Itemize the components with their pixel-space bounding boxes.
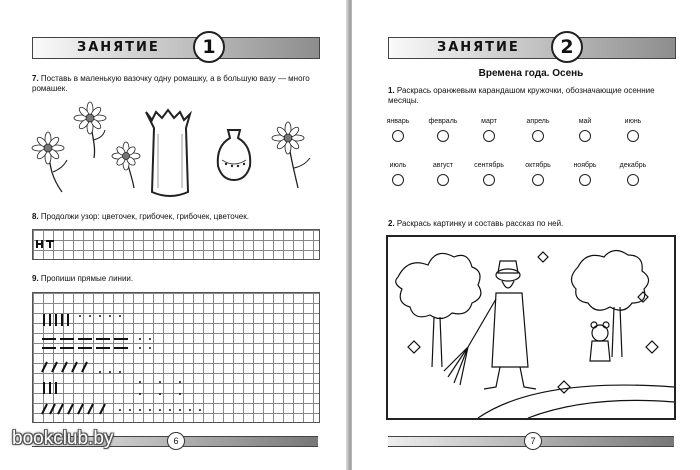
- month-label: апрель: [526, 118, 550, 125]
- watermark: bookclub.by: [12, 428, 114, 449]
- month-circle[interactable]: [532, 174, 544, 186]
- tall-vase-icon: [146, 110, 190, 196]
- month-circle[interactable]: [437, 130, 449, 142]
- pattern-grid[interactable]: [32, 229, 320, 260]
- daisy-icon: [272, 122, 310, 188]
- page-number: 6: [167, 432, 185, 450]
- month-circle[interactable]: [483, 174, 495, 186]
- month-label: май: [578, 118, 592, 125]
- autumn-scene-illustration[interactable]: [386, 235, 676, 420]
- daisy-icon: [32, 132, 67, 192]
- lesson-number: 1: [193, 31, 225, 63]
- month-circle[interactable]: [579, 130, 591, 142]
- pattern-sample-icon: [35, 236, 55, 252]
- month-label: июль: [389, 162, 407, 169]
- task-text: Продолжи узор: цветочек, грибочек, грибочек, цветочек.: [40, 212, 249, 221]
- task-number: 2.: [388, 219, 395, 228]
- month-circle[interactable]: [579, 174, 591, 186]
- lesson-number: 2: [551, 31, 583, 63]
- daisy-icon: [74, 102, 106, 158]
- month-circle[interactable]: [627, 130, 639, 142]
- task-number: 7.: [32, 74, 39, 83]
- page-number: 7: [524, 432, 542, 450]
- task-text: Поставь в маленькую вазочку одну ромашку, а в большую вазу — много ромашек.: [32, 74, 310, 93]
- month-label: ноябрь: [573, 162, 597, 169]
- month-circle[interactable]: [392, 174, 404, 186]
- month-circle[interactable]: [437, 174, 449, 186]
- month-circle[interactable]: [392, 130, 404, 142]
- task-8: [32, 212, 322, 222]
- banner-title: ЗАНЯТИЕ: [77, 40, 160, 55]
- task-2: [388, 219, 678, 229]
- section-title: Времена года. Осень: [478, 68, 584, 79]
- month-label: март: [481, 118, 497, 125]
- task-number: 9.: [32, 274, 39, 283]
- small-vase-icon: [218, 130, 251, 180]
- lesson-banner-left: [32, 37, 320, 59]
- month-label: январь: [386, 118, 410, 125]
- banner-title: ЗАНЯТИЕ: [437, 40, 520, 55]
- task-1: [388, 86, 678, 106]
- task-text: Пропиши прямые линии.: [40, 274, 134, 283]
- month-circle[interactable]: [627, 174, 639, 186]
- task-number: 8.: [32, 212, 39, 221]
- lesson-banner-right: [388, 37, 676, 59]
- month-circle[interactable]: [532, 130, 544, 142]
- task-text: Раскрась картинку и составь рассказ по ней.: [396, 219, 564, 228]
- month-label: декабрь: [619, 162, 647, 169]
- right-page: [352, 0, 700, 470]
- task-number: 1.: [388, 86, 395, 95]
- month-label: сентябрь: [474, 162, 504, 169]
- month-label: август: [432, 162, 454, 169]
- month-label: октябрь: [525, 162, 551, 169]
- task-9: [32, 274, 322, 284]
- autumn-scene-drawing: [388, 237, 674, 418]
- month-label: февраль: [428, 118, 458, 125]
- daisy-icon: [112, 142, 140, 188]
- lines-sample-icon: [34, 292, 234, 422]
- month-circle[interactable]: [483, 130, 495, 142]
- task-7: [32, 74, 322, 94]
- month-label: июнь: [624, 118, 642, 125]
- daisies-and-vases-illustration: [30, 100, 320, 200]
- task-text: Раскрась оранжевым карандашом кружочки, обозначающие осенние месяцы.: [388, 86, 655, 105]
